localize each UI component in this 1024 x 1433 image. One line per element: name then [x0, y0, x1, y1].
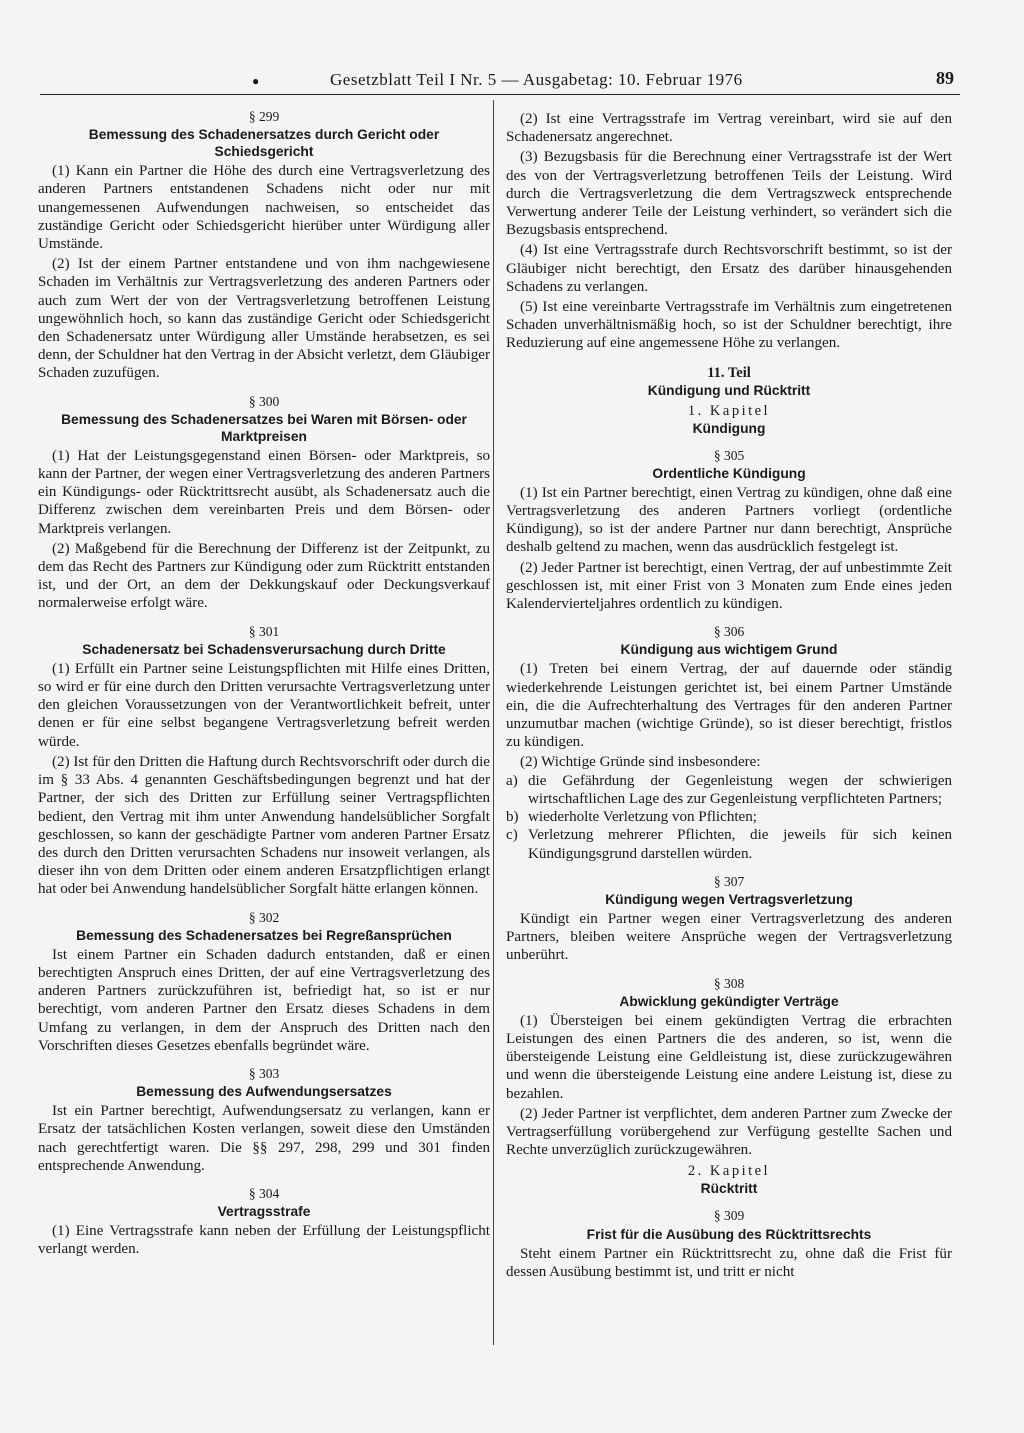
paragraph: (1) Treten bei einem Vertrag, der auf dauernde oder ständig wiederkehrende Leistungen gerichtet ist, bei einem Partner Umstände ein, die die Aufrechterhaltung des Vertrages für den anderen Partner unzumutbar machen (wichtige Gründe), so ist dieser berechtigt, fristlos zu kündigen.	[506, 661, 952, 751]
column-divider	[493, 100, 494, 1345]
paragraph: Ist ein Partner berechtigt, Aufwendungsersatz zu verlangen, kann er Ersatz der tatsächlichen Kosten verlangen, soweit diese den Umständen nach gerechtfertigt waren. Die §§ 297, 298, 299 und 301 finden entsprechende Anwendung.	[38, 1103, 490, 1174]
paragraph: (1) Erfüllt ein Partner seine Leistungspflichten mit Hilfe eines Dritten, so wird er für eine durch den Dritten verursachte Vertragsverletzung unter den gleichen Voraussetzungen von der Verantwortlichkeit befreit, unter denen er für eine selbst begangene Vertragsverletzung befreit werden würde.	[38, 660, 490, 750]
list-item	[506, 808, 952, 826]
paragraph: (2) Ist eine Vertragsstrafe im Vertrag vereinbart, wird sie auf den Schadenersatz angerechnet.	[506, 111, 952, 146]
list-item-text: die Gefährdung der Gegenleistung wegen der schwierigen wirtschaftlichen Lage des zur Gegenleistung verpflichteten Partners;	[528, 772, 952, 807]
paragraph: (1) Übersteigen bei einem gekündigten Vertrag die erbrachten Leistungen des einen Partners die des anderen, so ist, wenn die übersteigende Leistung eine Geldleistung ist, diese zurückzugewähren und wenn die übersteigende Leistung eine andere Leistung ist, diese zu bezahlen.	[506, 1012, 952, 1102]
list-marker: b)	[506, 809, 519, 826]
list-item-text: Verletzung mehrerer Pflichten, die jeweils für sich keinen Kündigungsgrund darstellen würden.	[528, 827, 952, 862]
section-heading: Rücktritt	[700, 1181, 758, 1197]
paragraph: (2) Wichtige Gründe sind insbesondere:	[520, 754, 761, 771]
part-heading: 11. Teil	[707, 364, 751, 381]
section-number: § 308	[713, 975, 745, 991]
section-heading: Kündigung aus wichtigem Grund	[620, 642, 838, 658]
section-number: § 305	[713, 447, 745, 463]
section-number: § 309	[713, 1208, 745, 1224]
section-number: § 304	[248, 1185, 280, 1201]
list-item-text: wiederholte Verletzung von Pflichten;	[528, 809, 757, 826]
left-column	[38, 108, 490, 1259]
section-number: § 301	[248, 623, 280, 639]
section-number: § 299	[248, 109, 280, 124]
section-heading: Kündigung wegen Vertragsverletzung	[605, 891, 853, 907]
paragraph: (4) Ist eine Vertragsstrafe durch Rechtsvorschrift bestimmt, so ist der Gläubiger nicht berechtigt, den Ersatz des darüber hinausgehenden Schadens zu verlangen.	[506, 242, 952, 295]
paragraph: (2) Ist der einem Partner entstandene und von ihm nachgewiesene Schaden im Verhältnis zur Vertragsverletzung des anderen Partners oder auch zum Wert der von der Vertragsverletzung betroffenen Leistung ungewöhnlich hoch, so kann das zuständige Gericht oder Schiedsgericht den Schadenersatz unter Würdigung aller Umstände herabsetzen, es sei denn, der Schuldner hat den Vertrag in der Absicht verletzt, dem Gläubiger Schaden zuzufügen.	[38, 256, 490, 382]
section-heading: Kündigung	[692, 420, 766, 436]
section-heading: Schadenersatz bei Schadensverursachung durch Dritte	[82, 641, 446, 657]
paragraph: (2) Ist für den Dritten die Haftung durch Rechtsvorschrift oder durch die im § 33 Abs. 4 genannten Geschäftsbedingungen begrenzt und hat der Partner, der sich des Dritten zur Erfüllung seiner Vertragspflichten bedient, den Vertrag mit ihm unter Anwendung handelsüblicher Sorgfalt geschlossen, so kann der geschädigte Partner vom anderen Partner Ersatz des durch den Dritten verursachten Schadens nur insoweit verlangen, als dieser ihn von dem Dritten oder einem anderen Ersatzpflichtigen erlangt hat oder bei Anwendung handelsüblicher Sorgfalt hätte erlangen können.	[38, 753, 490, 898]
paragraph: Kündigt ein Partner wegen einer Vertragsverletzung des anderen Partners, bleiben weitere Ansprüche wegen der Vertragsverletzung unberührt.	[506, 910, 952, 964]
chapter-heading: 2. Kapitel	[687, 1163, 771, 1180]
section-heading: Vertragsstrafe	[217, 1204, 311, 1220]
section-heading: Ordentliche Kündigung	[652, 465, 806, 481]
section-number: § 303	[248, 1065, 280, 1081]
section-number: § 302	[248, 909, 280, 925]
paragraph: Ist einem Partner ein Schaden dadurch entstanden, daß er einen berechtigten Anspruch eines Dritten, der auf eine Vertragsverletzung des anderen Partners zurückzuführen ist, befriedigt hat, so ist er nur berechtigt, vom anderen Partner den Ersatz dieses Schadens in dem Umfang zu verlangen, in dem der Anspruch des Dritten nach den Vorschriften dieses Gesetzes ebenfalls begründet wäre.	[38, 946, 490, 1054]
gazette-title: Gesetzblatt Teil I Nr. 5 — Ausgabetag: 10. Februar 1976	[330, 70, 743, 89]
section-number: § 306	[713, 624, 745, 640]
section-number: § 307	[713, 873, 745, 889]
list-item	[506, 772, 952, 808]
section-heading: Bemessung des Schadenersatzes bei Waren mit Börsen- oder Marktpreisen	[61, 411, 467, 444]
paragraph: (2) Jeder Partner ist berechtigt, einen Vertrag, der auf unbestimmte Zeit geschlossen ist, mit einer Frist von 3 Monaten zum Ende eines jeden Kalendervierteljahres ordentlich zu kündigen.	[506, 559, 952, 613]
paragraph: Steht einem Partner ein Rücktrittsrecht zu, ohne daß die Frist für dessen Ausübung bestimmt ist, und tritt er nicht	[506, 1245, 952, 1280]
chapter-heading: 1. Kapitel	[687, 402, 771, 419]
paragraph: (1) Eine Vertragsstrafe kann neben der Erfüllung der Leistungspflicht verlangt werden.	[38, 1223, 490, 1258]
list-marker: c)	[506, 827, 518, 844]
page-number: 89	[936, 68, 954, 88]
paragraph: (2) Maßgebend für die Berechnung der Differenz ist der Zeitpunkt, zu dem das Recht des Partners zur Kündigung oder zum Rücktritt entstanden ist, und der Ort, an dem der Dekkungskauf oder Deckungsverkauf normalerweise erfolgt wäre.	[38, 540, 490, 612]
section-heading: Bemessung des Schadenersatzes bei Regreßansprüchen	[76, 927, 452, 943]
paragraph: (5) Ist eine vereinbarte Vertragsstrafe im Verhältnis zum eingetretenen Schaden unverhältnismäßig hoch, so ist der Schuldner berechtigt, ihre Reduzierung auf eine angemessene Höhe zu verlangen.	[506, 299, 952, 352]
bullet-mark: ●	[252, 74, 260, 88]
section-heading: Bemessung des Schadenersatzes durch Gericht oder Schiedsgericht	[88, 127, 440, 160]
section-heading: Abwicklung gekündigter Verträge	[619, 993, 839, 1009]
paragraph: (1) Ist ein Partner berechtigt, einen Vertrag zu kündigen, ohne daß eine Vertragsverletzung des anderen Partners vorliegt (ordentliche Kündigung), so ist der andere Partner nur dann berechtigt, Ansprüche deshalb geltend zu machen, wenn das ausdrücklich festgelegt ist.	[506, 484, 952, 556]
page-header	[40, 66, 960, 95]
section-heading: Kündigung und Rücktritt	[647, 382, 811, 398]
list-item	[506, 826, 952, 862]
paragraph: (1) Kann ein Partner die Höhe des durch eine Vertragsverletzung des anderen Partners entstandenen Schadens nicht oder nur mit unangemessenen Aufwendungen nachweisen, so entscheidet das zuständige Gericht oder Schiedsgericht hierüber unter Würdigung aller Umstände.	[38, 163, 490, 253]
section-heading: Frist für die Ausübung des Rücktrittsrechts	[586, 1226, 872, 1242]
section-number: § 300	[248, 393, 280, 409]
paragraph: (3) Bezugsbasis für die Berechnung einer Vertragsstrafe ist der Wert des von der Vertragsverletzung betroffenen Teils der Leistung. Wird durch die Vertragsverletzung die dem Vertragszweck entsprechende Verwertung anderer Teile der Leistung verhindert, so verändert sich die Bezugsbasis entsprechend.	[506, 149, 952, 239]
paragraph: (1) Hat der Leistungsgegenstand einen Börsen- oder Marktpreis, so kann der Partner, der wegen einer Vertragsverletzung des anderen Partners ein Kündigungs- oder Rücktrittsrecht ausübt, als Schadenersatz auch die Differenz zwischen dem vereinbarten Preis und dem Börsen- oder Marktpreis verlangen.	[38, 447, 490, 537]
paragraph: (2) Jeder Partner ist verpflichtet, dem anderen Partner zum Zwecke der Vertragserfüllung vorübergehend zur Verfügung gestellte Sachen und Rechte unverzüglich zurückzugewähren.	[506, 1105, 952, 1159]
section-heading: Bemessung des Aufwendungsersatzes	[136, 1084, 392, 1100]
list-marker: a)	[506, 772, 518, 789]
right-column	[506, 108, 952, 1281]
